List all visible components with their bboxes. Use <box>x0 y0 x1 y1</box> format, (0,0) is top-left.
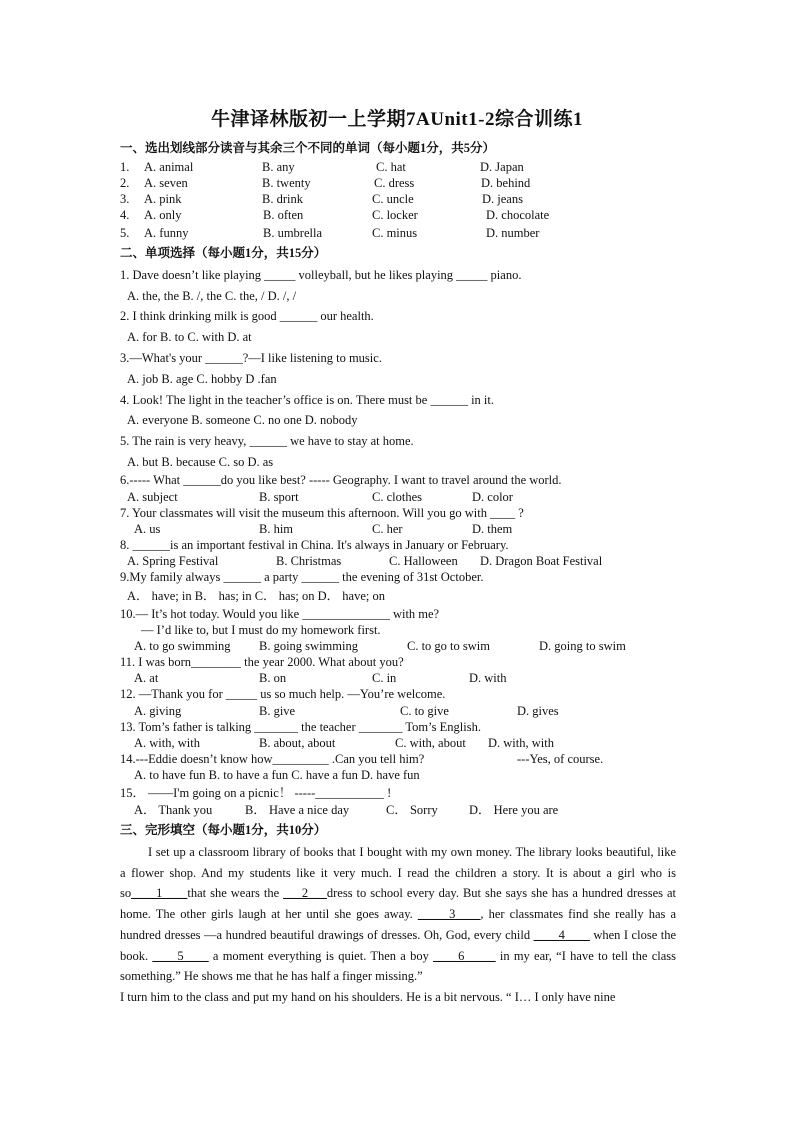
row-number: 1. <box>120 160 130 174</box>
question-1-options: A. the, the B. /, the C. the, / D. /, / <box>127 289 297 303</box>
passage-text: , her classmates find she really has a hundred dresses —a hundred beautiful drawings of dresses. Oh, God, every child <box>120 907 676 942</box>
question-9-options: A． have; in B． has; in C． has; on D． have; on <box>127 589 385 603</box>
option-a: A. subject <box>127 490 178 504</box>
option-d: D. with <box>469 671 507 685</box>
option-b: B. any <box>262 160 295 174</box>
question-14-options: A. to have fun B. to have a fun C. have a fun D. have fun <box>134 768 420 782</box>
passage-text: that she wears the <box>187 886 284 901</box>
option-d: D. going to swim <box>539 639 626 653</box>
question-1: 1. Dave doesn’t like playing _____ volleyball, but he likes playing _____ piano. <box>120 268 522 282</box>
option-a: A． Thank you <box>134 803 213 817</box>
option-d: D. jeans <box>482 192 523 206</box>
question-12: 12. —Thank you for _____ us so much help. —You’re welcome. <box>120 687 446 701</box>
option-d: D. chocolate <box>486 208 550 222</box>
option-c: C. dress <box>374 176 415 190</box>
blank-6: ____6_____ <box>433 948 496 963</box>
option-b: B. drink <box>262 192 303 206</box>
passage-text: when I close the book. <box>120 927 676 963</box>
question-14-reply: ---Yes, of course. <box>517 752 604 766</box>
option-d: D． Here you are <box>469 803 559 817</box>
question-2-options: A. for B. to C. with D. at <box>127 330 252 344</box>
option-a: A. seven <box>144 176 188 190</box>
row-number: 3. <box>120 192 130 206</box>
section3-heading: 三、完形填空（每小题1分，共10分） <box>120 823 327 837</box>
option-d: D. them <box>472 522 513 536</box>
option-a: A. funny <box>144 226 189 240</box>
option-c: C. her <box>372 522 403 536</box>
option-b: B. umbrella <box>263 226 323 240</box>
row-number: 5. <box>120 226 130 240</box>
blank-4: ____4____ <box>533 927 590 942</box>
option-b: B. going swimming <box>259 639 358 653</box>
option-d: D. color <box>472 490 513 504</box>
option-d: D. Dragon Boat Festival <box>480 554 603 568</box>
cloze-passage <box>120 842 676 1008</box>
option-c: C. to give <box>400 704 449 718</box>
option-b: B. give <box>259 704 296 718</box>
question-10-reply: — I’d like to, but I must do my homework first. <box>141 623 381 637</box>
option-b: B. on <box>259 671 287 685</box>
cloze-paragraph-2: I turn him to the class and put my hand on his shoulders. He is a bit nervous. “ I… I only have nine <box>120 989 616 1004</box>
row-number: 2. <box>120 176 130 190</box>
option-c: C． Sorry <box>386 803 438 817</box>
section1-heading: 一、选出划线部分读音与其余三个不同的单词（每小题1分，共5分） <box>120 141 496 155</box>
question-5-options: A. but B. because C. so D. as <box>127 455 274 469</box>
option-c: C. locker <box>372 208 418 222</box>
row-number: 4. <box>120 208 130 222</box>
option-b: B. him <box>259 522 294 536</box>
passage-text: a moment everything is quiet. Then a boy <box>208 948 434 963</box>
option-a: A. animal <box>144 160 194 174</box>
question-2: 2. I think drinking milk is good ______ our health. <box>120 309 374 323</box>
question-15: 15． ——I'm going on a picnic！ -----___________ ! <box>120 786 392 800</box>
blank-3: _____3____ <box>417 907 481 922</box>
blank-2: ___2___ <box>283 886 327 901</box>
option-d: D. with, with <box>488 736 554 750</box>
page-title: 牛津译林版初一上学期7AUnit1-2综合训练1 <box>211 109 583 130</box>
option-c: C. hat <box>376 160 406 174</box>
blank-1: ____1____ <box>131 886 188 901</box>
option-c: C. minus <box>372 226 418 240</box>
question-14: 14.---Eddie doesn’t know how_________ .Can you tell him? <box>120 752 425 766</box>
option-c: C. to go to swim <box>407 639 490 653</box>
option-b: B. Christmas <box>276 554 342 568</box>
option-b: B. about, about <box>259 736 336 750</box>
question-6: 6.----- What ______do you like best? ----- Geography. I want to travel around the world. <box>120 473 562 487</box>
cloze-paragraph-1 <box>120 842 676 987</box>
option-c: C. clothes <box>372 490 422 504</box>
option-d: D. behind <box>481 176 531 190</box>
question-4: 4. Look! The light in the teacher’s office is on. There must be ______ in it. <box>120 393 494 407</box>
question-3-options: A. job B. age C. hobby D .fan <box>127 372 277 386</box>
option-a: A. with, with <box>134 736 200 750</box>
question-10: 10.— It’s hot today. Would you like ______________ with me? <box>120 607 440 621</box>
question-11: 11. I was born________ the year 2000. What about you? <box>120 655 404 669</box>
option-a: A. giving <box>134 704 182 718</box>
question-3: 3.—What's your ______?—I like listening to music. <box>120 351 382 365</box>
option-a: A. pink <box>144 192 182 206</box>
question-8: 8. ______is an important festival in China. It's always in January or February. <box>120 538 509 552</box>
option-c: C. Halloween <box>389 554 458 568</box>
option-c: C. uncle <box>372 192 414 206</box>
question-9: 9.My family always ______ a party ______ the evening of 31st October. <box>120 570 484 584</box>
option-a: A. us <box>134 522 161 536</box>
question-13: 13. Tom’s father is talking _______ the teacher _______ Tom’s English. <box>120 720 481 734</box>
option-b: B. often <box>263 208 304 222</box>
option-c: C. in <box>372 671 397 685</box>
question-7: 7. Your classmates will visit the museum this afternoon. Will you go with ____ ? <box>120 506 524 520</box>
option-c: C. with, about <box>395 736 466 750</box>
option-a: A. to go swimming <box>134 639 231 653</box>
section2-heading: 二、单项选择（每小题1分，共15分） <box>120 246 327 260</box>
passage-text: in my ear, “I have to tell the class something.” He shows me that he has half a finger missing.” <box>120 948 677 984</box>
option-b: B. twenty <box>262 176 311 190</box>
option-b: B. sport <box>259 490 299 504</box>
option-b: B． Have a nice day <box>245 803 350 817</box>
passage-text: I set up a classroom library of books that I bought with my own money. The library looks beautiful, like a flower shop. And my students like it very much. I read the children a story. It is about a girl who is so <box>120 845 676 901</box>
question-5: 5. The rain is very heavy, ______ we have to stay at home. <box>120 434 414 448</box>
option-d: D. number <box>486 226 540 240</box>
passage-text: dress to school every day. But she says she has a hundred dresses at home. The other girls laugh at her until she goes away. <box>120 886 676 922</box>
option-a: A. only <box>144 208 182 222</box>
option-d: D. Japan <box>480 160 524 174</box>
question-4-options: A. everyone B. someone C. no one D. nobody <box>127 413 358 427</box>
option-a: A. Spring Festival <box>127 554 219 568</box>
option-d: D. gives <box>517 704 559 718</box>
blank-5: ____5____ <box>152 948 209 963</box>
option-a: A. at <box>134 671 159 685</box>
